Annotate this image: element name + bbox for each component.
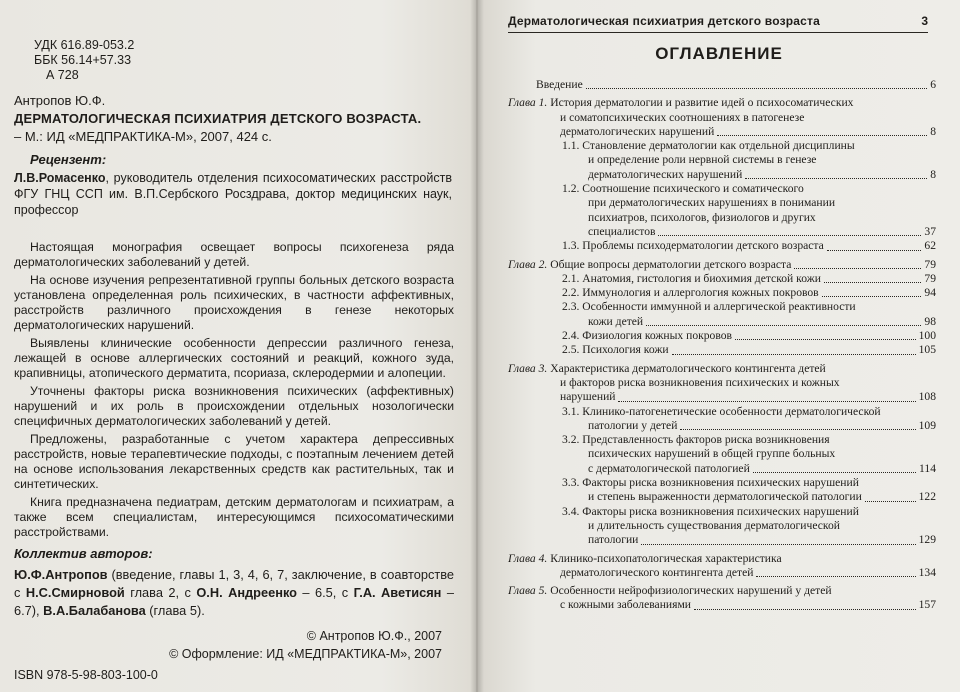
- toc-title: ОГЛАВЛЕНИЕ: [655, 44, 783, 63]
- toc-entry-text: дерматологических нарушений: [588, 167, 743, 181]
- author-role: (введение, главы 1, 3, 4, 6, 7, заключение, в соавторстве с: [14, 567, 454, 600]
- toc-leader-dots: [672, 354, 916, 355]
- toc-entry-last-line: [508, 258, 936, 272]
- toc-entry-last-line: [508, 598, 936, 612]
- toc-entry-last-line: [508, 390, 936, 404]
- toc-entry-text: с дерматологической патологией: [588, 461, 750, 475]
- abstract-paragraph: Предложены, разработанные с учетом характера депрессивных расстройств, новые терапевтические подходы, с поэтапным лечением детей на основе использования лекарственных средств как растительных, так и синтетических.: [14, 431, 454, 492]
- chapter-label: Глава 3.: [508, 361, 551, 375]
- section-number: 3.1.: [562, 404, 583, 418]
- toc-entry-text: Анатомия, гистология и биохимия детской кожи: [582, 271, 821, 285]
- toc-page-number: 122: [918, 490, 936, 504]
- toc-entry-text: и определение роли нервной системы в генезе: [588, 153, 817, 167]
- toc-chapter: [508, 552, 936, 581]
- section-number: 1.3.: [562, 239, 583, 253]
- toc-entry-text: История дерматологии и развитие идей о психосоматических: [550, 96, 854, 110]
- toc-section: [508, 272, 936, 286]
- toc-entry-line: [562, 405, 936, 419]
- toc-page-number: 100: [918, 329, 936, 343]
- toc-entry-text: кожи детей: [588, 314, 644, 328]
- abstract: [14, 240, 454, 543]
- toc-entry-text: дерматологических нарушений: [560, 124, 715, 138]
- right-page: [478, 0, 960, 692]
- toc-section: [508, 405, 936, 434]
- collective-label: Коллектив авторов:: [14, 546, 153, 561]
- toc-entry-line: [508, 111, 936, 125]
- toc-entry-last-line: [562, 462, 936, 476]
- toc-entry-line: [562, 211, 936, 225]
- toc-entry-text: Соотношение психического и соматического: [582, 182, 804, 196]
- toc-entry-text: с кожными заболеваниями: [560, 598, 691, 612]
- toc-entry-last-line: [562, 239, 936, 253]
- page-number: 3: [921, 14, 928, 28]
- author-name: Г.А. Аветисян: [353, 585, 442, 600]
- toc-chapter: [508, 258, 936, 272]
- toc-entry-text: и длительность существования дерматологической: [588, 518, 840, 532]
- toc-entry-line: [508, 376, 936, 390]
- section-number: 3.2.: [562, 433, 583, 447]
- copyright-author: © Антропов Ю.Ф., 2007: [306, 629, 442, 643]
- section-number: 3.3.: [562, 476, 583, 490]
- toc-section: [508, 343, 936, 357]
- toc-entry-text: патологии у детей: [588, 418, 678, 432]
- toc-entry-text: Клинико-патогенетические особенности дерматологической: [582, 404, 881, 418]
- toc-page-number: 6: [930, 78, 936, 91]
- author-name: Н.С.Смирновой: [25, 585, 125, 600]
- toc-entry-text: Иммунология и аллергология кожных покровов: [582, 286, 819, 300]
- toc-entry-line: [562, 300, 936, 314]
- toc-entry-line: [562, 433, 936, 447]
- toc-page-number: 129: [918, 533, 936, 547]
- author-name: Антропов Ю.Ф.: [14, 93, 106, 108]
- toc-entry-last-line: [562, 315, 936, 329]
- section-number: 3.4.: [562, 504, 583, 518]
- toc-leader-dots: [717, 135, 927, 136]
- toc-section: [508, 329, 936, 343]
- toc-page-number: 79: [924, 271, 936, 285]
- toc-entry-text: при дерматологических нарушениях в понимании: [588, 196, 836, 210]
- reviewer-label: Рецензент:: [30, 152, 107, 167]
- toc-entry-last-line: [562, 419, 936, 433]
- toc-entry-text: и степень выраженности дерматологической патологии: [588, 490, 862, 504]
- toc-page-number: 94: [924, 286, 936, 300]
- toc-entry-line: [562, 476, 936, 490]
- toc-entry-text: Проблемы психодерматологии детского возраста: [582, 239, 824, 253]
- toc-leader-dots: [822, 296, 922, 297]
- abstract-paragraph: На основе изучения репрезентативной группы больных детского возраста установлена определенная роль психических, в частности аффективных, расстройств различного происхождения в генезе некоторых дерматологических нарушений.: [14, 272, 454, 333]
- toc-entry-line: [562, 139, 936, 153]
- publication-info: – М.: ИД «МЕДПРАКТИКА-М», 2007, 424 с.: [14, 129, 272, 144]
- toc-entry-last-line: [562, 272, 936, 286]
- left-page: [0, 0, 476, 692]
- toc-entry-last-line: [562, 329, 936, 343]
- toc-entry-last-line: [562, 533, 936, 547]
- toc-entry-text: Становление дерматологии как отдельной дисциплины: [582, 139, 855, 153]
- toc-entry-text: психических нарушений в общей группе больных: [588, 447, 836, 461]
- toc-entry-last-line: [508, 566, 936, 580]
- toc-leader-dots: [865, 501, 916, 502]
- classification-codes: [34, 38, 134, 83]
- reviewer-description: , руководитель отделения психосоматических расстройств ФГУ ГНЦ ССП им. В.П.Сербского Росздрава, доктор медицинских наук, профессор: [14, 171, 452, 217]
- toc-chapter: [508, 362, 936, 405]
- toc-entry-text: Особенности нейрофизиологических нарушений у детей: [550, 584, 832, 598]
- isbn: ISBN 978-5-98-803-100-0: [14, 668, 158, 682]
- toc-entry-line: [562, 153, 936, 167]
- toc-section: [508, 476, 936, 505]
- toc-page-number: 108: [918, 390, 936, 404]
- toc-section: [508, 300, 936, 329]
- section-number: 2.3.: [562, 300, 583, 314]
- toc-page-number: 62: [924, 239, 936, 253]
- toc-leader-dots: [745, 178, 927, 179]
- author-name: Ю.Ф.Антропов: [14, 567, 108, 582]
- toc-page-number: 105: [918, 343, 936, 357]
- toc-intro: [508, 78, 936, 92]
- abstract-paragraph: Настоящая монография освещает вопросы психогенеза ряда дерматологических заболеваний у детей.: [14, 240, 454, 270]
- author-code: А 728: [46, 68, 79, 82]
- toc-entry-line: [508, 362, 936, 376]
- toc-leader-dots: [618, 401, 915, 402]
- toc-chapter: [508, 584, 936, 613]
- toc-section: [508, 286, 936, 300]
- toc-entry-line: [562, 196, 936, 210]
- toc-entry-line: [562, 519, 936, 533]
- toc-entry-line: [562, 447, 936, 461]
- toc-chapter: [508, 96, 936, 139]
- toc-leader-dots: [658, 235, 921, 236]
- toc-entry-text: Физиология кожных покровов: [582, 329, 733, 343]
- toc-entry-text: психиатров, психологов, физиологов и других: [588, 210, 816, 224]
- toc-entry-text: дерматологического контингента детей: [560, 565, 754, 579]
- abstract-paragraph: Выявлены клинические особенности депрессии различного генеза, лежащей в основе аллергических состояний и реакций, кожного зуда, крапивницы, атопического дерматита, псориаза, склеродермии и алопеции.: [14, 335, 454, 381]
- toc-entry-last-line: [508, 125, 936, 139]
- toc-page-number: 79: [924, 257, 936, 271]
- toc-page-number: 8: [930, 124, 936, 138]
- reviewer-info: [14, 170, 452, 218]
- bbk-code: ББК 56.14+57.33: [34, 53, 132, 67]
- udk-code: УДК 616.89-053.2: [34, 38, 135, 52]
- toc-leader-dots: [680, 429, 915, 430]
- toc-entry-text: Характеристика дерматологического контингента детей: [550, 361, 826, 375]
- author-role: глава 2, с: [124, 585, 197, 600]
- section-number: 1.1.: [562, 139, 583, 153]
- author-role: (глава 5).: [145, 603, 205, 618]
- toc-leader-dots: [753, 472, 916, 473]
- toc-page-number: 37: [924, 224, 936, 238]
- toc-entry-text: нарушений: [560, 390, 616, 404]
- book-gutter: [470, 0, 484, 692]
- toc-entry-text: и соматопсихических соотношениях в патогенезе: [560, 110, 805, 124]
- toc-leader-dots: [646, 325, 921, 326]
- toc-section: [508, 433, 936, 476]
- section-number: 2.4.: [562, 329, 583, 343]
- toc-entry-text: Особенности иммунной и аллергической реактивности: [582, 300, 856, 314]
- copyright-design: © Оформление: ИД «МЕДПРАКТИКА-М», 2007: [169, 647, 442, 661]
- toc-entry-line: [562, 182, 936, 196]
- toc-leader-dots: [756, 576, 915, 577]
- toc-leader-dots: [827, 250, 922, 251]
- toc-entry-last-line: [562, 490, 936, 504]
- copyright-block: [169, 627, 442, 663]
- toc-entry-text: Введение: [536, 78, 583, 91]
- toc-section: [508, 139, 936, 182]
- toc-entry-line: [508, 96, 936, 110]
- toc-entry-text: и факторов риска возникновения психических и кожных: [560, 375, 840, 389]
- section-number: 2.2.: [562, 286, 583, 300]
- toc-page-number: 157: [918, 598, 936, 612]
- toc-page-number: 134: [918, 565, 936, 579]
- chapter-label: Глава 4.: [508, 551, 551, 565]
- toc-entry-text: специалистов: [588, 224, 656, 238]
- toc-section: [508, 505, 936, 548]
- toc-leader-dots: [694, 609, 916, 610]
- abstract-paragraph: Уточнены факторы риска возникновения психических (аффективных) нарушений и их роль в происхождении отдельных нозологически специфичных дерматологических заболеваний у детей.: [14, 383, 454, 429]
- toc-entry-last-line: [562, 286, 936, 300]
- author-name: В.А.Балабанова: [43, 603, 146, 618]
- toc-entry-last-line: [562, 168, 936, 182]
- author-name: О.Н. Андреенко: [196, 585, 297, 600]
- toc-leader-dots: [824, 282, 921, 283]
- toc-entry-last-line: [562, 343, 936, 357]
- toc-entry-text: Общие вопросы дерматологии детского возраста: [550, 257, 792, 271]
- toc-entry-text: Психология кожи: [582, 343, 669, 357]
- toc-entry-line: [508, 552, 936, 566]
- section-number: 1.2.: [562, 182, 583, 196]
- toc-leader-dots: [641, 544, 915, 545]
- toc-entry-text: Факторы риска возникновения психических нарушений: [582, 476, 859, 490]
- section-number: 2.5.: [562, 343, 583, 357]
- author-role: – 6.5, с: [297, 585, 354, 600]
- toc-entry-text: Клинико-психопатологическая характеристика: [550, 551, 782, 565]
- toc-entry-line: [508, 584, 936, 598]
- chapter-label: Глава 5.: [508, 584, 551, 598]
- chapter-label: Глава 1.: [508, 96, 551, 110]
- toc-leader-dots: [735, 339, 916, 340]
- toc-entry-last-line: [562, 225, 936, 239]
- toc-leader-dots: [794, 268, 921, 269]
- toc-entry-text: патологии: [588, 533, 639, 547]
- abstract-paragraph: Книга предназначена педиатрам, детским дерматологам и психиатрам, а также всем специалистам, интересующимся психосоматическими расстройствами.: [14, 494, 454, 540]
- toc-page-number: 114: [919, 461, 936, 475]
- collective-authors: [14, 566, 454, 620]
- toc-page-number: 8: [930, 167, 936, 181]
- running-title: Дерматологическая психиатрия детского возраста: [508, 14, 820, 28]
- toc-section: [508, 182, 936, 239]
- toc-entry-text: Представленность факторов риска возникновения: [582, 433, 830, 447]
- author-role: – 6.7),: [14, 585, 454, 618]
- chapter-label: Глава 2.: [508, 257, 551, 271]
- running-header: [508, 12, 928, 33]
- reviewer-name: Л.В.Ромасенко: [14, 171, 106, 185]
- toc-page-number: 98: [924, 314, 936, 328]
- toc-entry-last-line: [536, 78, 936, 92]
- table-of-contents: [508, 78, 936, 613]
- toc-page-number: 109: [918, 418, 936, 432]
- toc-leader-dots: [586, 88, 927, 89]
- toc-entry-text: Факторы риска возникновения психических нарушений: [582, 504, 859, 518]
- toc-entry-line: [562, 505, 936, 519]
- toc-section: [508, 239, 936, 253]
- section-number: 2.1.: [562, 271, 583, 285]
- book-title: ДЕРМАТОЛОГИЧЕСКАЯ ПСИХИАТРИЯ ДЕТСКОГО ВОЗРАСТА.: [14, 111, 422, 126]
